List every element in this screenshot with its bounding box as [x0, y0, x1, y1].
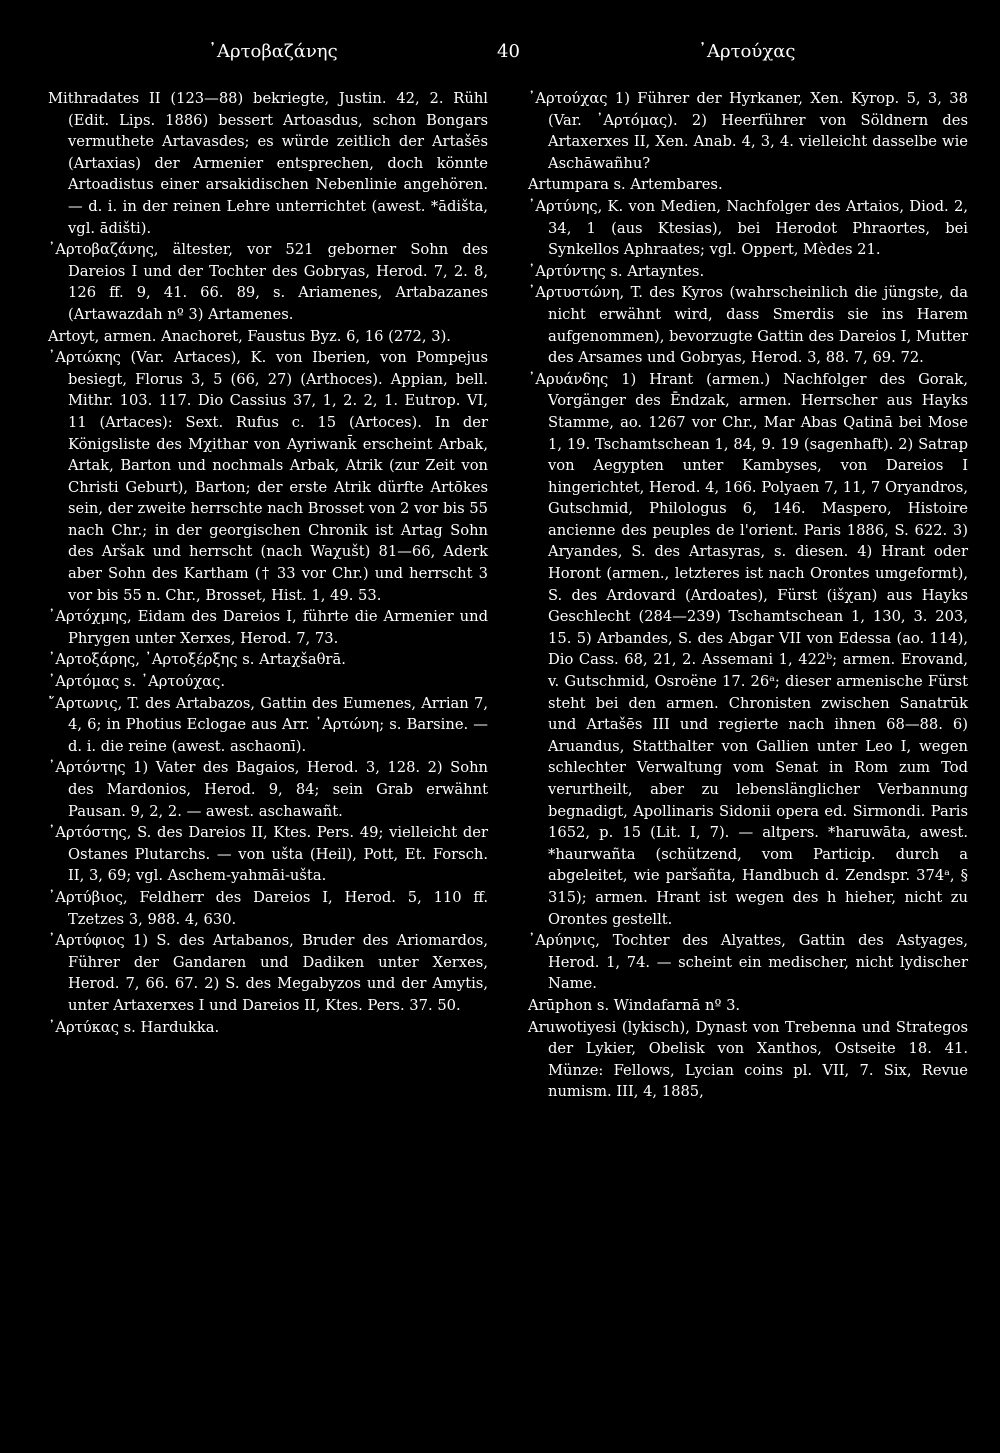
entry-artochmes: ᾿Αρτόχμης, Eidam des Dareios I, führte die Armenier und Phrygen unter Xerxes, Herod. 7, 73.	[48, 608, 488, 647]
entry-artoxares: ᾿Αρτοξάρης, ᾿Αρτοξέρξης s. Artaχšaθrā.	[48, 651, 346, 669]
running-head-right: ᾿Αρτούχας	[698, 41, 796, 62]
entry-artobazanes: ᾿Αρτοβαζάνης, ältester, vor 521 geborner Sohn des Dareios I und der Tochter des Gobryas, Herod. 7, 2. 8, 126 ff. 9, 41. 66. 89, s. Ariamenes, Artabazanes (Artawazdah nº 3) Artamenes.	[48, 241, 488, 323]
running-head-left: ᾿Αρτοβαζάνης	[208, 41, 338, 62]
entry-artouchas: ᾿Αρτούχας 1) Führer der Hyrkaner, Xen. Kyrop. 5, 3, 38 (Var. ᾿Αρτόμας). 2) Heerführer von Söldnern des Artaxerxes II, Xen. Anab. 4, 3, 4. vielleicht dasselbe wie Aschāwañhu?	[528, 90, 968, 172]
entry-artyphios: ᾿Αρτύφιος 1) S. des Artabanos, Bruder des Ariomardos, Führer der Gandaren und Dadiken unter Xerxes, Herod. 7, 66. 67. 2) S. des Megabyzos und der Amytis, unter Artaxerxes I und Dareios II, Ktes. Pers. 37. 50.	[48, 932, 488, 1014]
entry-aryenis: ᾿Αρύηνις, Tochter des Alyattes, Gattin des Astyages, Herod. 1, 74. — scheint ein medischer, nicht lydischer Name.	[528, 932, 968, 993]
entry-artonis: ῎Αρτωνις, T. des Artabazos, Gattin des Eumenes, Arrian 7, 4, 6; in Photius Eclogae aus Arr. ᾿Αρτώνη; s. Barsine. — d. i. die reine (awest. aschaonī).	[48, 694, 488, 755]
entry-artumpara: Artumpara s. Artembares.	[528, 176, 723, 194]
entry-artoyt: Artoyt, armen. Anachoret, Faustus Byz. 6, 16 (272, 3).	[48, 327, 451, 345]
entry-artykas: ᾿Αρτύκας s. Hardukka.	[48, 1018, 220, 1036]
entry-aruphon: Arūphon s. Windafarnā nº 3.	[528, 996, 741, 1014]
entry-artynes: ᾿Αρτύνης, K. von Medien, Nachfolger des Artaios, Diod. 2, 34, 1 (aus Ktesias), bei Herodot Phraortes, bei Synkellos Aphraates; vgl. Oppert, Mèdes 21.	[528, 197, 968, 259]
entry-mithradates-continuation: Mithradates II (123—88) bekriegte, Justin. 42, 2. Rühl (Edit. Lips. 1886) bessert Artoasdus, schon Bongars vermuthete Artavasdes; es würde zeitlich der Artašēs (Artaxias) der Armenier entsprechen, doch könnte Artoadistus einer arsakidischen Nebenlinie angehören. — d. i. in der reinen Lehre unterrichtet (awest. *ādišta, vgl. ādišti).	[48, 90, 488, 237]
entry-artystone: ᾿Αρτυστώνη, T. des Kyros (wahrscheinlich die jüngste, da nicht erwähnt wird, dass Smerdis sie ins Harem aufgenommen), bevorzugte Gattin des Dareios I, Mutter des Arsames und Gobryas, Herod. 3, 88. 7, 69. 72.	[528, 284, 968, 367]
left-column	[48, 88, 488, 1038]
entry-artyntes: ᾿Αρτύντης s. Artayntes.	[528, 262, 705, 280]
entry-artostes: ᾿Αρτόστης, S. des Dareios II, Ktes. Pers. 49; vielleicht der Ostanes Plutarchs. — von ušta (Heil), Pott, Et. Forsch. II, 3, 69; vgl. Aschem-yahmāi-ušta.	[48, 824, 488, 885]
entry-aryandes: ᾿Αρυάνδης 1) Hrant (armen.) Nachfolger des Gorak, Vorgänger des Ēndzak, armen. Herrscher aus Hayks Stamme, ao. 1267 vor Chr., Mar Abas Qatinā bei Mose 1, 19. Tschamtschean 1, 84, 9. 19 (sagenhaft). 2) Satrap von Aegypten unter Kambyses, von Dareios I hingerichtet, Herod. 4, 166. Polyaen 7, 11, 7 Oryandros, Gutschmid, Philologus 6, 146. Maspero, Histoire ancienne des peuples de l'orient. Paris 1886, S. 622. 3) Aryandes, S. des Artasyras, s. diesen. 4) Hrant oder Horont (armen., letzteres ist nach Orontes umgeformt), S. des Ardovard (Ardoates), Fürst (išχan) aus Hayks Geschlecht (284—239) Tschamtschean 1, 130, 3. 203, 15. 5) Arbandes, S. des Abgar VII von Edessa (ao. 114), Dio Cass. 68, 21, 2. Assemani 1, 422ᵇ; armen. Erovand, v. Gutschmid, Osroëne 17. 26ᵃ; dieser armenische Fürst steht bei den armen. Chronisten zwischen Sanatrūk und Artašēs III und regierte nach ihnen 68—88. 6) Aruandus, Statthalter von Gallien unter Leo I, wegen schlechter Verwaltung vom Senat in Rom zum Tod verurtheilt, aber zu lebenslänglicher Verbannung begnadigt, Apollinaris Sidonii opera ed. Sirmondi. Paris 1652, p. 15 (Lit. I, 7). — altpers. *haruwāta, awest. *haurwañta (schützend, vom Particip. durch a abgeleitet, wie paršañta, Handbuch d. Zendspr. 374ᵃ, § 315); armen. Hrant ist wegen des h hieher, nicht zu Orontes gestellt.	[528, 370, 968, 928]
entry-artokes: ᾿Αρτώκης (Var. Artaces), K. von Iberien, von Pompejus besiegt, Florus 3, 5 (66, 27) (Arthoces). Appian, bell. Mithr. 103. 117. Dio Cassius 37, 1, 2. 2, 1. Eutrop. VI, 11 (Artaces): Sext. Rufus c. 15 (Artoces). In der Königsliste des Mχithar von Ayriwank̄ erscheint Arbak, Artak, Barton und nochmals Arbak, Atrik (zur Zeit von Christi Geburt), Barton; der erste Atrik dürfte Artōkes sein, der zweite herrschte nach Brosset von 2 vor bis 55 nach Chr.; in der georgischen Chronik ist Artag Sohn des Aršak und herrscht (nach Waχušt) 81—66, Aderk aber Sohn des Kartham († 33 vor Chr.) und herrscht 3 vor bis 55 n. Chr., Brosset, Hist. 1, 49. 53.	[48, 349, 488, 604]
page-number: 40	[497, 41, 520, 62]
right-column	[528, 88, 968, 1103]
entry-artontes: ᾿Αρτόντης 1) Vater des Bagaios, Herod. 3, 128. 2) Sohn des Mardonios, Herod. 9, 84; sein Grab erwähnt Pausan. 9, 2, 2. — awest. aschawañt.	[48, 759, 488, 820]
entry-artybios: ᾿Αρτύβιος, Feldherr des Dareios I, Herod. 5, 110 ff. Tzetzes 3, 988. 4, 630.	[48, 888, 488, 928]
entry-aruwotiyesi: Aruwotiyesi (lykisch), Dynast von Trebenna und Strategos der Lykier, Obelisk von Xanthos, Ostseite 18. 41. Münze: Fellows, Lycian coins pl. VII, 7. Six, Revue numism. III, 4, 1885,	[528, 1018, 968, 1101]
entry-artomas: ᾿Αρτόμας s. ᾿Αρτούχας.	[48, 673, 225, 691]
